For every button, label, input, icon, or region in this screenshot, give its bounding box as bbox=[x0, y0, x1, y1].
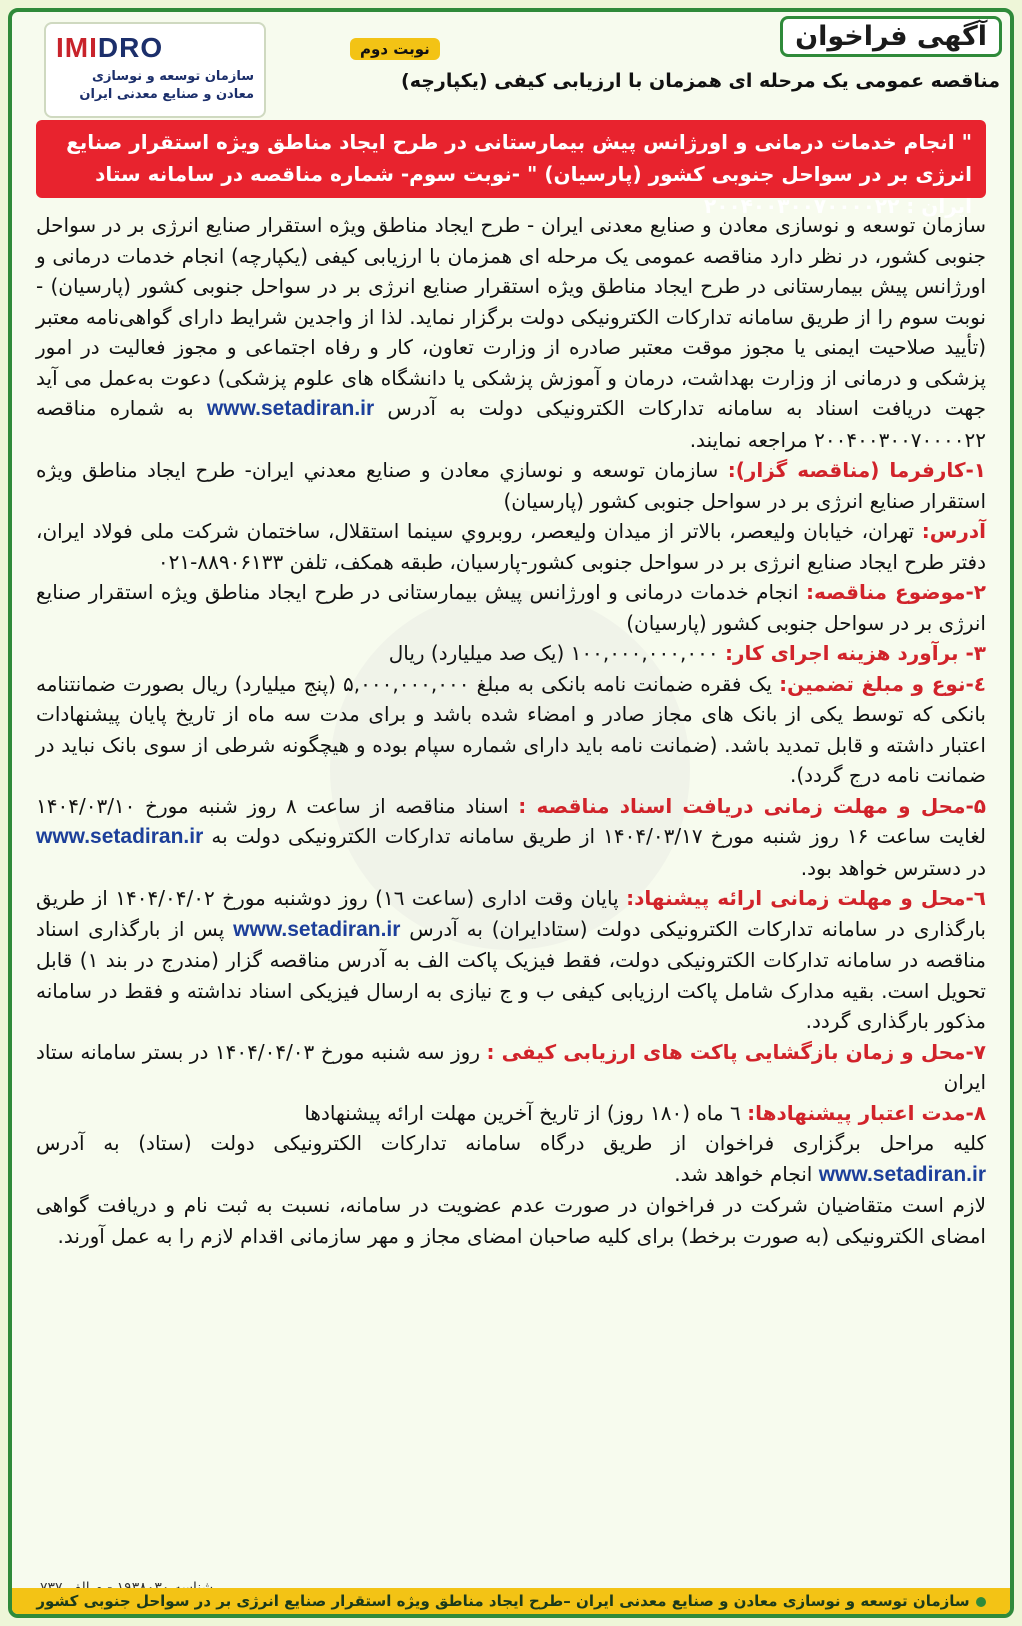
section-validity bbox=[36, 1098, 986, 1129]
setad-link[interactable]: www.setadiran.ir bbox=[233, 917, 401, 941]
submission-text: پایان وقت اداری (ساعت ۱٦) روز دوشنبه مورخ ۱۴۰۴/۰۴/۰۲ از طریق بارگذاری در سامانه تدارکات الکترونیکی دولت (ستادایران) به آدرس bbox=[36, 886, 986, 941]
section-employer bbox=[36, 455, 986, 516]
guarantee-label: ٤-نوع و مبلغ تضمین: bbox=[779, 671, 986, 696]
header bbox=[20, 16, 1002, 116]
setad-link[interactable]: www.setadiran.ir bbox=[818, 1162, 986, 1186]
process-tail: انجام خواهد شد. bbox=[674, 1161, 813, 1186]
footer-bar bbox=[12, 1588, 1010, 1614]
intro-text: سازمان توسعه و نوسازی معادن و صنایع معدنی ایران - طرح ایجاد مناطق ویژه استقرار صنایع انرژی بر در سواحل جنوبی کشور، در نظر دارد مناقصه عمومی یک مرحله ای همزمان با ارزیابی کیفی (یکپارچه) انجام خدمات درمانی و اورژانس پیش بیمارستانی در طرح ایجاد مناطق ویژه استقرار صنایع انرژی بر در سواحل جنوبی کشور (پارسیان) - نوبت سوم را از طریق سامانه تدارکات الکترونیکی دولت برگزار نماید. لذا از واجدین شرایط دارای گواهی‌نامه معتبر (تأیید صلاحیت ایمنی یا مجوز موقت معتبر صادره از وزارت تعاون، کار و رفاه اجتماعی و مجوز فعالیت در امور پزشکی و درمانی از وزارت بهداشت، درمان و آموزش پزشکی یا دانشگاه های علوم پزشکی) دعوت به‌عمل می آید جهت دریافت اسناد به سامانه تدارکات الکترونیکی دولت به آدرس bbox=[36, 213, 987, 420]
employer-text: سازمان توسعه و نوسازي معادن و صنايع معدني ايران- طرح ایجاد مناطق ویژه استقرار صنایع انرژی بر در سواحل جنوبی کشور (پارسیان) bbox=[36, 458, 986, 513]
intro-paragraph bbox=[36, 210, 986, 455]
documents-tail: در دسترس خواهد بود. bbox=[800, 855, 986, 880]
setad-link[interactable]: www.setadiran.ir bbox=[206, 397, 375, 420]
guarantee-text: یک فقره ضمانت نامه بانکی به مبلغ ۵,۰۰۰,۰۰۰,۰۰۰ (پنج میلیارد) ریال بصورت ضمانتنامه بانکی که توسط یکی از بانک های مجاز صادر و امضاء شده باشد و برای مدت سه ماه از تاریخ پایان پیشنهادات اعتبار داشته و قابل تمدید باشد. (ضمانت نامه باید دارای شماره سپام بوده و هیچگونه شرطی از سوی بانک نباید در ضمانت نامه درج گردد). bbox=[36, 671, 986, 787]
registration-text: لازم است متقاضیان شرکت در فراخوان در صورت عدم عضویت در سامانه، نسبت به ثبت نام و دریافت گواهی امضای الکترونیکی (به صورت برخط) برای کلیه صاحبان امضای مجاز و مهر سازمانی اقدام لازم را به عمل آورند. bbox=[36, 1193, 986, 1248]
process-paragraph bbox=[36, 1128, 986, 1190]
logo-mark-dro: DRO bbox=[97, 32, 164, 63]
address-text: تهران، خیابان ولیعصر، بالاتر از میدان ولیعصر، روبروي سینما استقلال، ساختمان شرکت ملی فولاد ایران، دفتر طرح ایجاد صنایع انرژی بر در سواحل جنوبی کشور-پارسیان، طبقه همکف، تلفن ۸۸۹۰۶۱۳۳-۰۲۱ bbox=[36, 519, 986, 574]
subject-label: ۲-موضوع مناقصه: bbox=[806, 580, 987, 604]
section-documents bbox=[36, 791, 986, 884]
imidro-logo bbox=[44, 22, 266, 118]
intro-tail: به شماره مناقصه ۲۰۰۴۰۰۳۰۰۷۰۰۰۰۲۲ مراجعه نمایند. bbox=[36, 396, 986, 452]
page-subtitle: مناقصه عمومی یک مرحله ای همزمان با ارزیابی کیفی (یکپارچه) bbox=[401, 70, 1000, 92]
tender-body bbox=[36, 210, 986, 1251]
page-title: آگهی فراخوان bbox=[780, 16, 1002, 57]
tender-banner: " انجام خدمات درمانی و اورژانس پیش بیمارستانی در طرح ایجاد مناطق ویژه استقرار صنایع انرژی بر در سواحل جنوبی کشور (پارسیان) " -نوبت سوم- شماره مناقصه در سامانه ستاد ایران : ۲۰۰۴۰۰۳۰۰۷۰۰۰۰۲۲ bbox=[36, 120, 986, 198]
opening-text: روز سه شنبه مورخ ۱۴۰۴/۰۴/۰۳ در بستر سامانه ستاد ایران bbox=[36, 1039, 986, 1094]
bullet-icon bbox=[976, 1597, 986, 1607]
validity-text: ٦ ماه (۱۸۰ روز) از تاریخ آخرین مهلت ارائه پیشنهادها bbox=[304, 1100, 741, 1125]
estimate-label: ۳- برآورد هزینه اجرای کار: bbox=[724, 641, 986, 665]
validity-label: ۸-مدت اعتبار پیشنهادها: bbox=[747, 1100, 986, 1125]
section-address bbox=[36, 516, 986, 577]
setad-link[interactable]: www.setadiran.ir bbox=[36, 825, 204, 848]
registration-paragraph bbox=[36, 1190, 986, 1251]
logo-mark bbox=[56, 32, 163, 64]
logo-subtitle bbox=[54, 68, 254, 104]
submission-label: ٦-محل و مهلت زمانی ارائه پیشنهاد: bbox=[626, 886, 987, 910]
section-guarantee bbox=[36, 669, 986, 791]
section-subject bbox=[36, 577, 986, 638]
address-label: آدرس: bbox=[921, 519, 986, 543]
logo-line-1: سازمان توسعه و نوسازی bbox=[92, 69, 254, 84]
employer-label: ۱-کارفرما (مناقصه گزار): bbox=[727, 458, 987, 482]
footer-text: سازمان توسعه و نوسازی معادن و صنایع معدنی ایران –طرح ایجاد مناطق ویژه استقرار صنایع انرژی بر در سواحل جنوبی کشور bbox=[36, 1592, 970, 1610]
documents-text: اسناد مناقصه از ساعت ۸ روز شنبه مورخ ۱۴۰۴/۰۳/۱۰ لغایت ساعت ۱۶ روز شنبه مورخ ۱۴۰۴/۰۳/۱۷ از طریق سامانه تدارکات الکترونیکی دولت به bbox=[36, 793, 986, 848]
section-submission bbox=[36, 883, 986, 1037]
opening-label: ۷-محل و زمان بازگشایی پاکت های ارزیابی کیفی : bbox=[486, 1039, 987, 1064]
submission-tail: پس از بارگذاری اسناد مناقصه در سامانه تدارکات الکترونیکی دولت، فقط فیزیک پاکت الف به آدرس مناقصه گزار (مندرج در بند ۱) قابل تحویل است. بقیه مدارک شامل پاکت ارزیابی کیفی ب و ج نیازی به ارسال فیزیکی اسناد نداشته و فقط در سامانه مذکور بارگذاری گردد. bbox=[36, 916, 986, 1033]
subject-text: انجام خدمات درمانی و اورژانس پیش بیمارستانی در طرح ایجاد مناطق ویژه استقرار صنایع انرژی بر در سواحل جنوبی کشور (پارسیان) bbox=[36, 580, 986, 635]
round-badge: نوبت دوم bbox=[350, 38, 440, 60]
estimate-text: ۱۰۰,۰۰۰,۰۰۰,۰۰۰ (یک صد میلیارد) ریال bbox=[388, 641, 719, 665]
process-text: کلیه مراحل برگزاری فراخوان از طریق درگاه سامانه تدارکات الکترونیکی دولت (ستاد) به آدرس bbox=[36, 1131, 986, 1155]
logo-line-2: معادن و صنایع معدنی ایران bbox=[79, 87, 254, 102]
section-estimate bbox=[36, 638, 986, 669]
section-opening bbox=[36, 1037, 986, 1098]
logo-mark-imi: IMI bbox=[56, 32, 98, 63]
documents-label: ۵-محل و مهلت زمانی دریافت اسناد مناقصه : bbox=[518, 793, 986, 818]
